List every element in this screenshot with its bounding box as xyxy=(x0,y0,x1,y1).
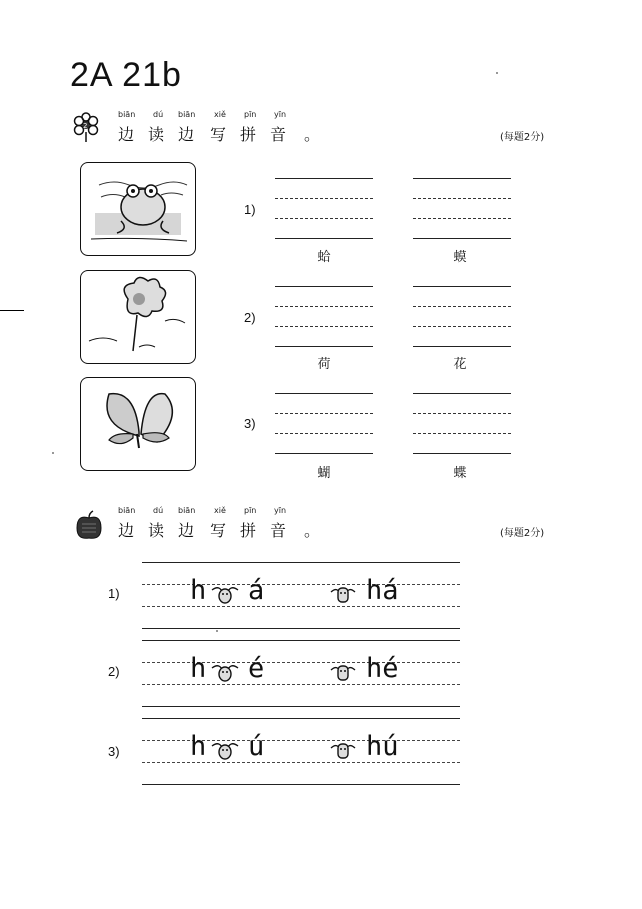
initial-letter: h xyxy=(190,731,207,762)
page-title: 2A 21b xyxy=(70,56,182,94)
bee-icon xyxy=(328,582,358,606)
heading-char: 边 xyxy=(178,521,195,540)
pinyin-label: yīn xyxy=(274,110,287,119)
final-letter: á xyxy=(248,575,265,606)
pinyin-label: dú xyxy=(153,110,164,119)
section1-heading xyxy=(72,112,572,152)
pinyin-label: biān xyxy=(178,110,196,119)
pinyin-label: dú xyxy=(153,506,164,515)
pinyin-label: xiě xyxy=(214,506,226,515)
final-letter: é xyxy=(248,653,265,684)
pinyin-label: pīn xyxy=(244,110,257,119)
heading-char: 边 xyxy=(178,125,195,144)
score-note: (每题2分) xyxy=(500,528,545,539)
item-number: 3) xyxy=(244,416,256,431)
item-number: 1) xyxy=(244,202,256,217)
pinyin-writing-grid[interactable] xyxy=(413,286,511,346)
flower-badge-icon xyxy=(72,112,100,144)
bee-icon xyxy=(208,660,242,684)
lotus-icon xyxy=(81,271,195,363)
heading-char: 读 xyxy=(148,521,165,540)
picture-lotus xyxy=(80,270,196,364)
pinyin-label: yīn xyxy=(274,506,287,515)
syllable-answer: hú xyxy=(366,731,399,762)
heading-char: 。 xyxy=(304,125,321,144)
speck xyxy=(496,72,498,74)
syllable-answer: hé xyxy=(366,653,399,684)
heading-char: 拼 xyxy=(240,521,257,540)
word-caption: 蝴 xyxy=(317,466,331,481)
pinyin-writing-grid[interactable] xyxy=(275,286,373,346)
bee-icon xyxy=(328,738,358,762)
pinyin-writing-grid[interactable] xyxy=(413,393,511,453)
initial-letter: h xyxy=(190,575,207,606)
score-note: (每题2分) xyxy=(500,132,545,143)
item-number: 1) xyxy=(108,586,120,601)
edge-mark xyxy=(0,310,24,311)
item-number: 2) xyxy=(244,310,256,325)
heading-char: 边 xyxy=(118,125,135,144)
pinyin-writing-grid[interactable] xyxy=(275,393,373,453)
word-caption: 蛤 xyxy=(317,250,331,265)
bee-icon xyxy=(208,738,242,762)
heading-char: 读 xyxy=(148,125,165,144)
frog-icon xyxy=(81,163,195,255)
word-caption: 蝶 xyxy=(453,466,467,481)
svg-text:2: 2 xyxy=(83,122,88,130)
word-caption: 荷 xyxy=(317,357,331,372)
pinyin-writing-grid[interactable] xyxy=(275,178,373,238)
heading-char: 边 xyxy=(118,521,135,540)
pinyin-label: biān xyxy=(178,506,196,515)
heading-char: 。 xyxy=(304,521,321,540)
heading-char: 写 xyxy=(210,521,227,540)
pinyin-writing-grid[interactable] xyxy=(413,178,511,238)
apple-badge-icon xyxy=(76,510,102,540)
section2-heading xyxy=(72,508,572,548)
pinyin-label: biān xyxy=(118,506,136,515)
word-caption: 花 xyxy=(453,357,467,372)
heading-char: 拼 xyxy=(240,125,257,144)
pinyin-label: pīn xyxy=(244,506,257,515)
final-letter: ú xyxy=(248,731,265,762)
picture-butterfly xyxy=(80,377,196,471)
word-caption: 蟆 xyxy=(453,250,467,265)
heading-char: 音 xyxy=(270,521,287,540)
speck xyxy=(216,630,218,632)
heading-char: 音 xyxy=(270,125,287,144)
butterfly-icon xyxy=(81,378,195,470)
initial-letter: h xyxy=(190,653,207,684)
syllable-answer: há xyxy=(366,575,399,606)
item-number: 2) xyxy=(108,664,120,679)
pinyin-label: xiě xyxy=(214,110,226,119)
speck xyxy=(52,452,54,454)
pinyin-label: biān xyxy=(118,110,136,119)
bee-icon xyxy=(328,660,358,684)
heading-char: 写 xyxy=(210,125,227,144)
bee-icon xyxy=(208,582,242,606)
picture-frog xyxy=(80,162,196,256)
item-number: 3) xyxy=(108,744,120,759)
